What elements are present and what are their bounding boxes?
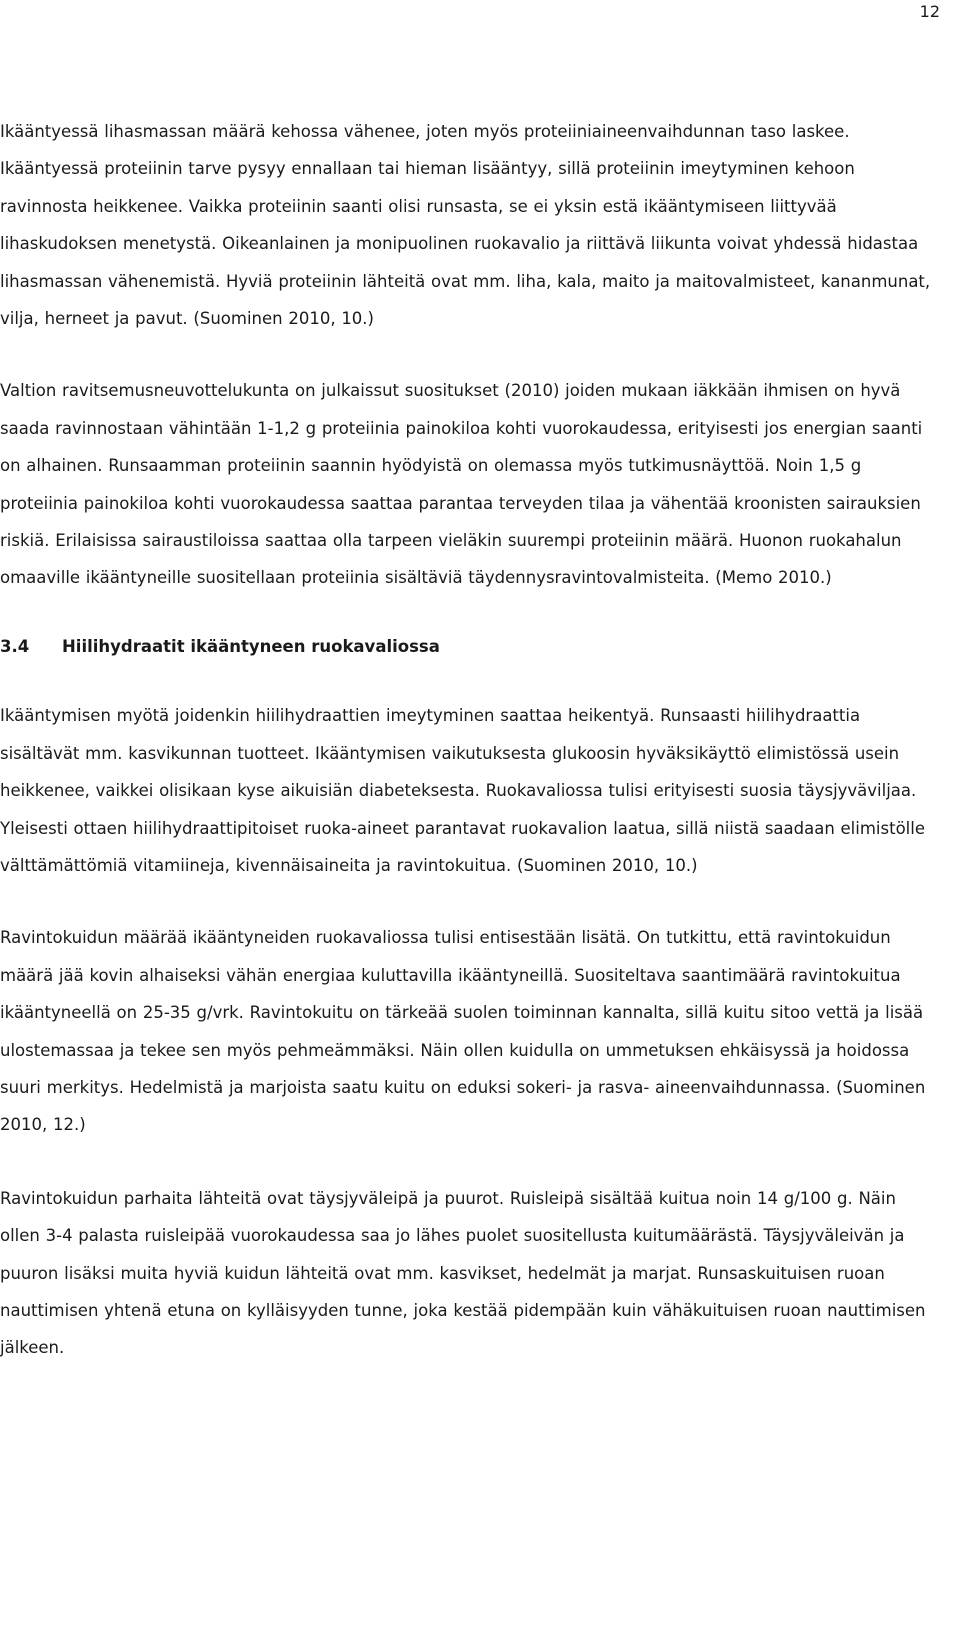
paragraph-protein-recommendations: Valtion ravitsemusneuvottelukunta on julkaissut suositukset (2010) joiden mukaan iäkkään ihmisen on hyvä saada ravinnostaan vähintään 1-1,2 g proteiinia painokiloa kohti vuorokaudessa, erityisesti jos energian saanti on alhainen. Runsaamman proteiinin saannin hyödyistä on olemassa myös tutkimusnäyttöä. Noin 1,5 g proteiinia painokiloa kohti vuorokaudessa saattaa parantaa terveyden tilaa ja vähentää kroonisten sairauksien riskiä. Erilaisissa sairaustiloissa saattaa olla tarpeen vieläkin suurempi proteiinin määrä. Huonon ruokahalun omaaville ikääntyneille suositellaan proteiinia sisältäviä täydennysravintovalmisteita. (Memo 2010.) bbox=[0, 381, 923, 588]
paragraph-spacer bbox=[0, 337, 935, 372]
paragraph-protein-aging: Ikääntyessä lihasmassan määrä kehossa vähenee, joten myös proteiiniaineenvaihdunnan taso laskee. Ikääntyessä proteiinin tarve pysyy ennallaan tai hieman lisääntyy, sillä proteiinin imeytyminen kehoon ravinnosta heikkenee. Vaikka proteiinin saanti olisi runsasta, se ei yksin estä ikääntymiseen liittyvää lihaskudoksen menetystä. Oikeanlainen ja monipuolinen ruokavalio ja riittävä liikunta voivat yhdessä hidastaa lihasmassan vähenemistä. Hyviä proteiinin lähteitä ovat mm. liha, kala, maito ja maitovalmisteet, kananmunat, vilja, herneet ja pavut. (Suominen 2010, 10.) bbox=[0, 122, 931, 329]
document-body bbox=[0, 113, 935, 1367]
section-number: 3.4 bbox=[0, 636, 30, 656]
section-title: Hiilihydraatit ikääntyneen ruokavaliossa bbox=[62, 636, 440, 656]
paragraph-dietary-fiber: Ravintokuidun määrää ikääntyneiden ruokavaliossa tulisi entisestään lisätä. On tutkittu, että ravintokuidun määrä jää kovin alhaiseksi vähän energiaa kuluttavilla ikääntyneillä. Suositeltava saantimäärä ravintokuitua ikääntyneellä on 25-35 g/vrk. Ravintokuitu on tärkeää suolen toiminnan kannalta, sillä kuitu sitoo vettä ja lisää ulostemassaa ja tekee sen myös pehmeämmäksi. Näin ollen kuidulla on ummetuksen ehkäisyssä ja hoidossa suuri merkitys. Hedelmistä ja marjoista saatu kuitu on eduksi sokeri- ja rasva- aineenvaihdunnassa. (Suominen 2010, 12.) bbox=[0, 928, 926, 1135]
paragraph-spacer bbox=[0, 597, 935, 628]
section-heading bbox=[0, 628, 935, 665]
paragraph-spacer bbox=[0, 665, 935, 697]
page-number: 12 bbox=[919, 2, 940, 21]
paragraph-fiber-sources: Ravintokuidun parhaita lähteitä ovat täysjyväleipä ja puurot. Ruisleipä sisältää kuitua noin 14 g/100 g. Näin ollen 3-4 palasta ruisleipää vuorokaudessa saa jo lähes puolet suositellusta kuitumäärästä. Täysjyväleivän ja puuron lisäksi muita hyviä kuidun lähteitä ovat mm. kasvikset, hedelmät ja marjat. Runsaskuituisen ruoan nauttimisen yhtenä etuna on kylläisyyden tunne, joka kestää pidempään kuin vähäkuituisen ruoan nauttimisen jälkeen. bbox=[0, 1188, 926, 1358]
paragraph-carbohydrates: Ikääntymisen myötä joidenkin hiilihydraattien imeytyminen saattaa heikentyä. Runsaasti hiilihydraattia sisältävät mm. kasvikunnan tuotteet. Ikääntymisen vaikutuksesta glukoosin hyväksikäyttö elimistössä usein heikkenee, vaikkei olisikaan kyse aikuisiän diabeteksesta. Ruokavaliossa tulisi erityisesti suosia täysjyväviljaa. Yleisesti ottaen hiilihydraattipitoiset ruoka-aineet parantavat ruokavalion laatua, sillä niistä saadaan elimistölle välttämättömiä vitamiineja, kivennäisaineita ja ravintokuitua. (Suominen 2010, 10.) bbox=[0, 706, 925, 875]
paragraph-spacer bbox=[0, 1144, 935, 1180]
paragraph-spacer bbox=[0, 884, 935, 919]
